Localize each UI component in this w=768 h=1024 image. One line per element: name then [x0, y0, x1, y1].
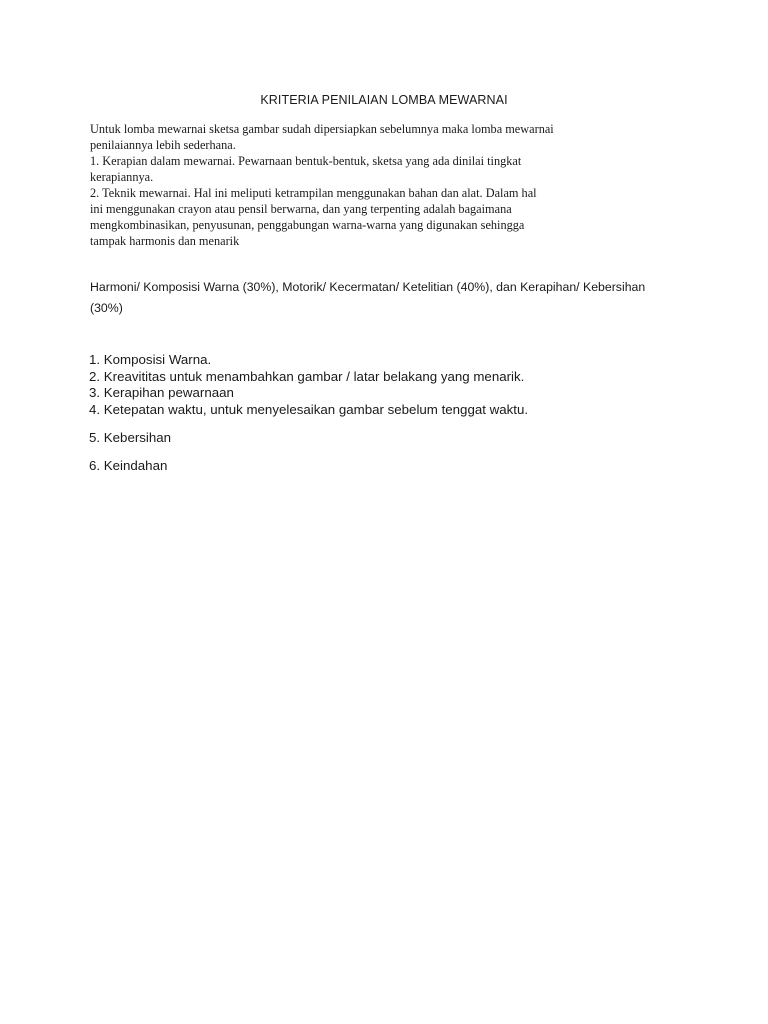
criteria-line: (30%) — [90, 301, 123, 315]
document-title: KRITERIA PENILAIAN LOMBA MEWARNAI — [260, 93, 508, 107]
intro-line: 2. Teknik mewarnai. Hal ini meliputi ketrampilan menggunakan bahan dan alat. Dalam hal — [90, 186, 537, 200]
intro-paragraph — [90, 121, 610, 249]
intro-line: tampak harmonis dan menarik — [90, 234, 240, 248]
criteria-line: Harmoni/ Komposisi Warna (30%), Motorik/ Kecermatan/ Ketelitian (40%), dan Kerapihan/ Kebersihan — [90, 280, 646, 294]
intro-line: ini menggunakan crayon atau pensil berwarna, dan yang terpenting adalah bagaimana — [90, 202, 512, 216]
intro-line: mengkombinasikan, penyusunan, penggabungan warna-warna yang digunakan sehingga — [90, 218, 525, 232]
list-item-kebersihan: 5. Kebersihan — [89, 430, 172, 445]
criteria-list — [89, 352, 528, 418]
criteria-weights — [90, 277, 690, 319]
list-item: 1. Komposisi Warna. — [89, 352, 212, 367]
list-item: 2. Kreavititas untuk menambahkan gambar / latar belakang yang menarik. — [89, 368, 525, 384]
intro-line: penilaiannya lebih sederhana. — [90, 138, 236, 152]
list-item: 4. Ketepatan waktu, untuk menyelesaikan gambar sebelum tenggat waktu. — [89, 401, 529, 417]
intro-line: kerapiannya. — [90, 170, 154, 184]
list-item-keindahan: 6. Keindahan — [89, 458, 168, 473]
list-item: 3. Kerapihan pewarnaan — [89, 385, 234, 401]
intro-line: Untuk lomba mewarnai sketsa gambar sudah dipersiapkan sebelumnya maka lomba mewarnai — [90, 122, 554, 136]
intro-line: 1. Kerapian dalam mewarnai. Pewarnaan bentuk-bentuk, sketsa yang ada dinilai tingkat — [90, 154, 522, 168]
